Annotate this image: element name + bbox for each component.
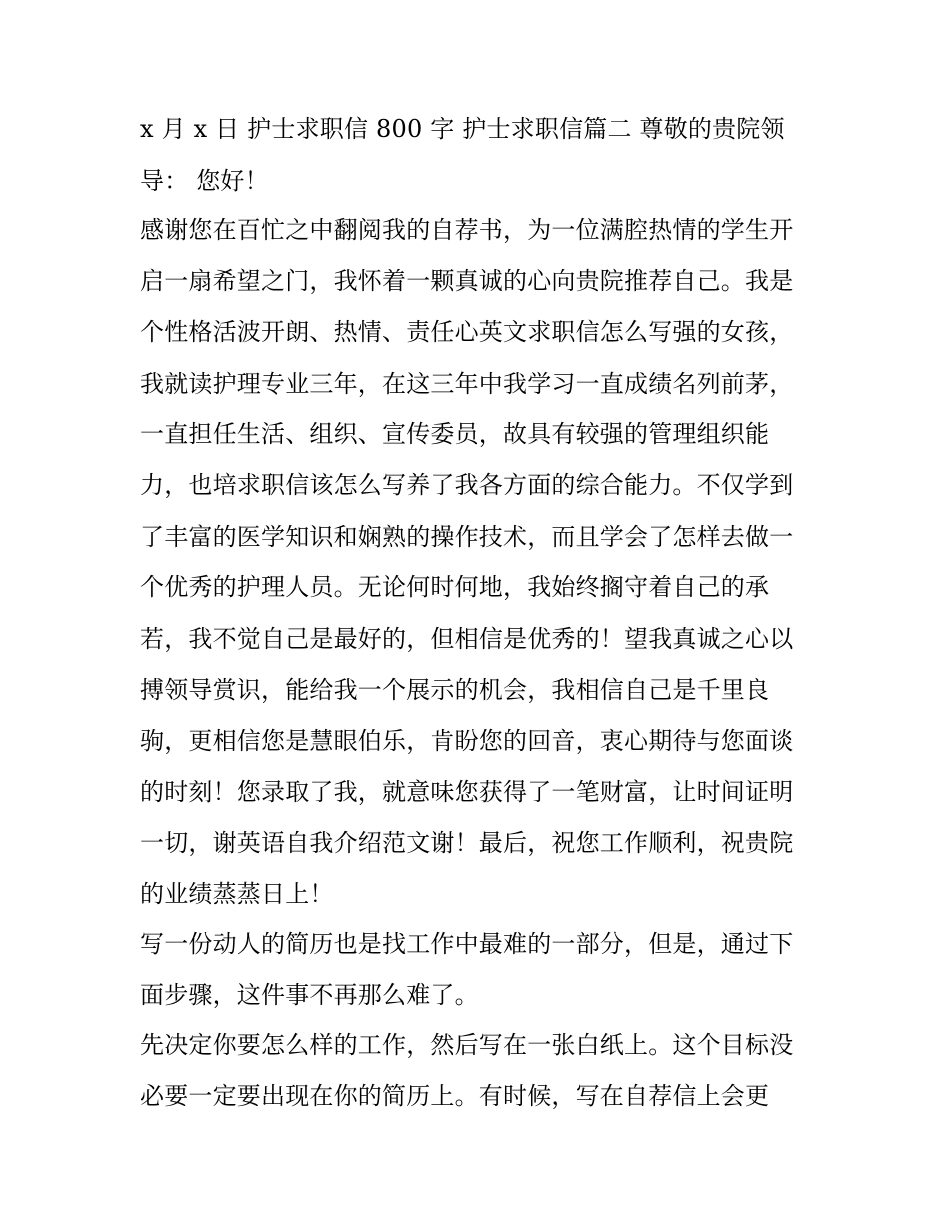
text-line: 若，我不觉自己是最好的，但相信是优秀的！望我真诚之心以 xyxy=(140,625,794,653)
text-line: 的时刻！您录取了我，就意味您获得了一笔财富，让时间证明 xyxy=(140,778,794,806)
text-line: 驹，更相信您是慧眼伯乐，肯盼您的回音，衷心期待与您面谈 xyxy=(140,727,794,755)
text-line: x 月 x 日 护士求职信 800 字 护士求职信篇二 尊敬的贵院领 xyxy=(140,115,785,143)
text-line: 一切，谢英语自我介绍范文谢！最后，祝您工作顺利，祝贵院 xyxy=(140,829,794,857)
text-line: 个性格活波开朗、热情、责任心英文求职信怎么写强的女孩， xyxy=(140,318,794,346)
text-line: 个优秀的护理人员。无论何时何地，我始终搁守着自己的承 xyxy=(140,573,770,601)
text-line: 写一份动人的简历也是找工作中最难的一部分，但是，通过下 xyxy=(140,930,794,958)
text-line: 一直担任生活、组织、宣传委员，故具有较强的管理组织能 xyxy=(140,420,770,448)
text-line: 先决定你要怎么样的工作，然后写在一张白纸上。这个目标没 xyxy=(140,1031,794,1059)
text-line: 了丰富的医学知识和娴熟的操作技术，而且学会了怎样去做一 xyxy=(140,523,794,551)
text-line: 必要一定要出现在你的简历上。有时候，写在自荐信上会更 xyxy=(140,1082,770,1110)
text-line: 导： 您好！ xyxy=(140,167,269,195)
text-line: 面步骤，这件事不再那么难了。 xyxy=(140,981,479,1009)
text-line: 的业绩蒸蒸日上！ xyxy=(140,880,334,908)
text-line: 启一扇希望之门，我怀着一颗真诚的心向贵院推荐自己。我是 xyxy=(140,267,794,295)
text-line: 感谢您在百忙之中翻阅我的自荐书，为一位满腔热情的学生开 xyxy=(140,216,794,244)
text-line: 搏领导赏识，能给我一个展示的机会，我相信自己是千里良 xyxy=(140,676,770,704)
text-line: 力，也培求职信该怎么写养了我各方面的综合能力。不仅学到 xyxy=(140,471,794,499)
text-line: 我就读护理专业三年，在这三年中我学习一直成绩名列前茅， xyxy=(140,370,794,398)
